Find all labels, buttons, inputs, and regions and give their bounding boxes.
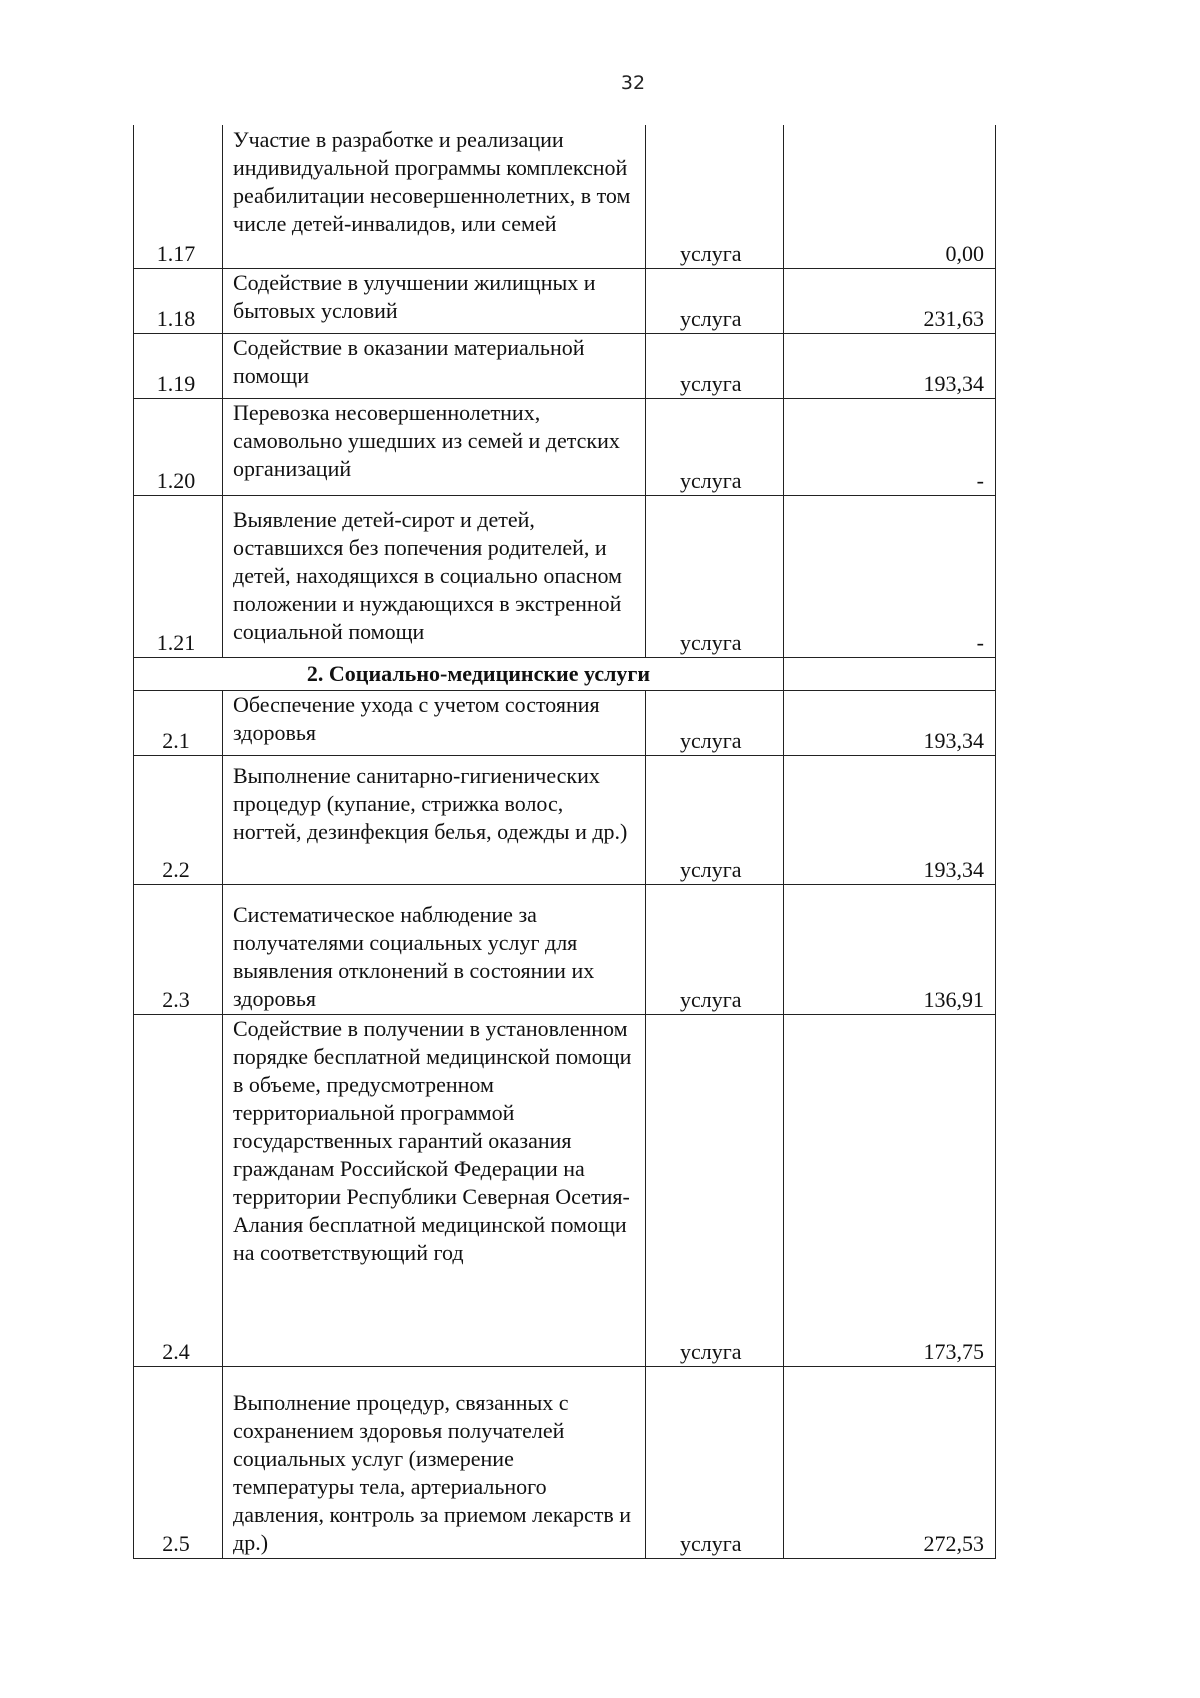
service-unit: услуга xyxy=(646,333,784,398)
services-table xyxy=(133,125,996,1559)
row-number: 1.18 xyxy=(134,268,223,333)
service-unit: услуга xyxy=(646,755,784,884)
service-price: 193,34 xyxy=(784,690,996,755)
service-name: Обеспечение ухода с учетом состояния здоровья xyxy=(223,690,646,755)
service-unit: услуга xyxy=(646,690,784,755)
service-name: Участие в разработке и реализации индивидуальной программы комплексной реабилитации несовершеннолетних, в том числе детей-инвалидов, или семей xyxy=(223,125,646,268)
service-price: 231,63 xyxy=(784,268,996,333)
service-price: 0,00 xyxy=(784,125,996,268)
row-number: 1.21 xyxy=(134,495,223,657)
service-price: - xyxy=(784,495,996,657)
service-unit: услуга xyxy=(646,1366,784,1558)
row-number: 2.5 xyxy=(134,1366,223,1558)
service-price: 173,75 xyxy=(784,1014,996,1366)
empty-cell xyxy=(784,657,996,690)
row-number: 2.2 xyxy=(134,755,223,884)
page-number: 32 xyxy=(620,72,646,94)
service-price: 136,91 xyxy=(784,884,996,1014)
service-name: Выполнение санитарно-гигиенических процедур (купание, стрижка волос, ногтей, дезинфекция белья, одежды и др.) xyxy=(223,755,646,884)
service-name: Содействие в оказании материальной помощи xyxy=(223,333,646,398)
service-name: Содействие в улучшении жилищных и бытовых условий xyxy=(223,268,646,333)
service-unit: услуга xyxy=(646,268,784,333)
table-row xyxy=(134,268,996,333)
service-name: Перевозка несовершеннолетних, самовольно ушедших из семей и детских организаций xyxy=(223,398,646,495)
service-unit: услуга xyxy=(646,884,784,1014)
row-number: 2.3 xyxy=(134,884,223,1014)
row-number: 1.17 xyxy=(134,125,223,268)
table-row xyxy=(134,1014,996,1366)
table-row xyxy=(134,495,996,657)
section-header-row xyxy=(134,657,996,690)
service-name: Систематическое наблюдение за получателями социальных услуг для выявления отклонений в состоянии их здоровья xyxy=(223,884,646,1014)
row-number: 2.4 xyxy=(134,1014,223,1366)
table-row xyxy=(134,333,996,398)
row-number: 2.1 xyxy=(134,690,223,755)
table-row xyxy=(134,755,996,884)
table-row xyxy=(134,884,996,1014)
service-unit: услуга xyxy=(646,125,784,268)
service-unit: услуга xyxy=(646,398,784,495)
service-price: 193,34 xyxy=(784,755,996,884)
service-unit: услуга xyxy=(646,495,784,657)
service-unit: услуга xyxy=(646,1014,784,1366)
services-table-container xyxy=(133,125,995,1559)
table-row xyxy=(134,1366,996,1558)
service-name: Выявление детей-сирот и детей, оставшихся без попечения родителей, и детей, находящихся в социально опасном положении и нуждающихся в экстренной социальной помощи xyxy=(223,495,646,657)
service-price: 193,34 xyxy=(784,333,996,398)
service-price: 272,53 xyxy=(784,1366,996,1558)
table-row xyxy=(134,125,996,268)
service-price: - xyxy=(784,398,996,495)
service-name: Выполнение процедур, связанных с сохранением здоровья получателей социальных услуг (измерение температуры тела, артериального давления, контроль за приемом лекарств и др.) xyxy=(223,1366,646,1558)
service-name: Содействие в получении в установленном порядке бесплатной медицинской помощи в объеме, предусмотренном территориальной программой государственных гарантий оказания гражданам Российской Федерации на территории Республики Северная Осетия-Алания бесплатной медицинской помощи на соответствующий год xyxy=(223,1014,646,1366)
row-number: 1.19 xyxy=(134,333,223,398)
row-number: 1.20 xyxy=(134,398,223,495)
table-row xyxy=(134,398,996,495)
table-row xyxy=(134,690,996,755)
section-title: 2. Социально-медицинские услуги xyxy=(134,657,784,690)
